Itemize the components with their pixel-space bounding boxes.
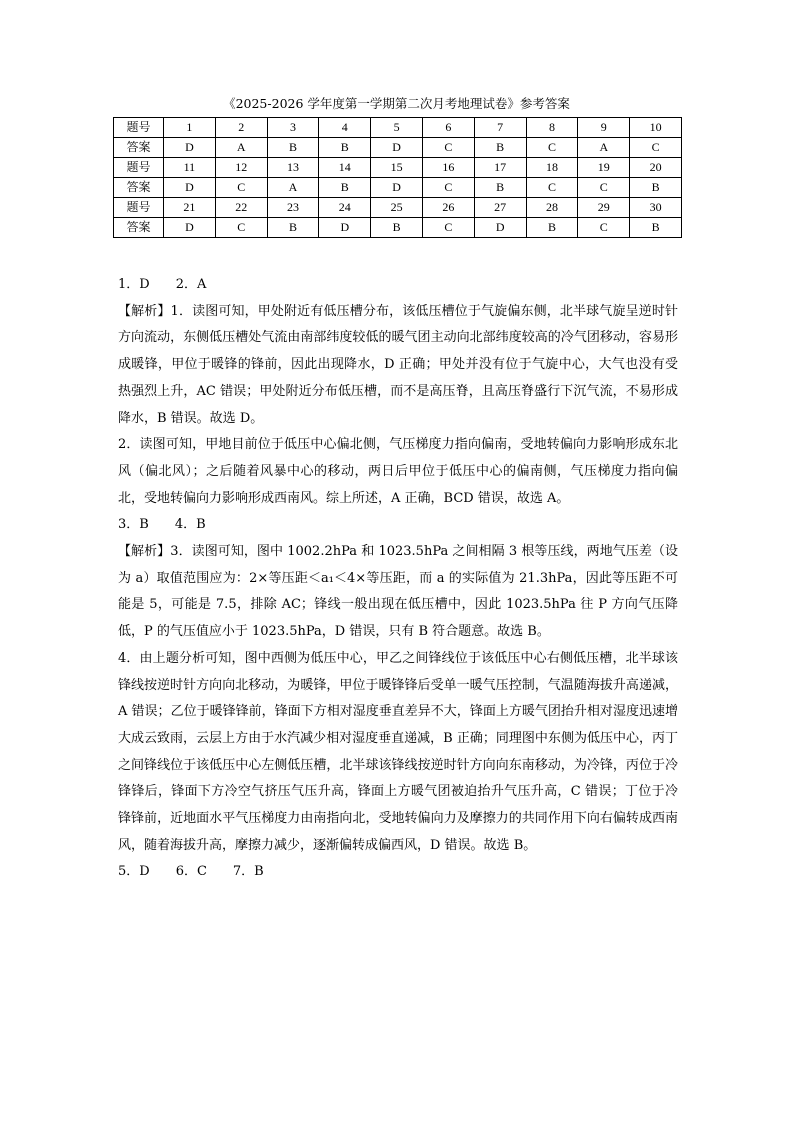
table-cell: B bbox=[630, 178, 682, 198]
table-cell: B bbox=[267, 138, 319, 158]
table-cell: 13 bbox=[267, 158, 319, 178]
row-label: 题号 bbox=[114, 158, 164, 178]
table-cell: D bbox=[474, 218, 526, 238]
table-cell: D bbox=[371, 138, 423, 158]
table-cell: 17 bbox=[474, 158, 526, 178]
answer-line-5-7: 5．D 6．C 7．B bbox=[118, 864, 264, 880]
explanation-q1: 【解析】1．读图可知，甲处附近有低压槽分布，该低压槽位于气旋偏东侧，北半球气旋呈逆时针方向流动，东侧低压槽处气流由南部纬度较低的暖气团主动向北部纬度较高的冷气团移动，容易形成暖锋，甲位于暖锋的锋前，因此出现降水，D 正确；甲处并没有位于气旋中心，大气也没有受热强烈上升，AC 错误；甲处附近分布低压槽，而不是高压脊，且高压脊盛行下沉气流，不易形成降水，B 错误。故选 D。 bbox=[118, 303, 678, 426]
table-cell: 18 bbox=[526, 158, 578, 178]
explanation-q4: 4．由上题分析可知，图中西侧为低压中心，甲乙之间锋线位于该低压中心右侧低压槽，北半球该锋线按逆时针方向向北移动，为暖锋，甲位于暖锋锋后受单一暖气压控制，气温随海拔升高递减，A 错误；乙位于暖锋锋前，锋面下方相对湿度垂直差异不大，锋面上方暖气团抬升相对湿度迅速增大成云致雨，云层上方由于水汽减少相对湿度垂直递减，B 正确；同理图中东侧为低压中心，丙丁之间锋线位于该低压中心左侧低压槽，北半球该锋线按逆时针方向向东南移动，为冷锋，丙位于冷锋锋后，锋面下方冷空气挤压气压升高，锋面上方暖气团被迫抬升气压升高，C 错误；丁位于冷锋锋前，近地面水平气压梯度力由南指向北，受地转偏向力及摩擦力的共同作用下向右偏转成西南风，随着海拔升高，摩擦力减少，逐渐偏转成偏西风，D 错误。故选 B。 bbox=[118, 650, 678, 853]
table-cell: B bbox=[630, 218, 682, 238]
table-cell: 1 bbox=[164, 118, 216, 138]
table-cell: B bbox=[267, 218, 319, 238]
table-cell: C bbox=[215, 178, 267, 198]
table-cell: 16 bbox=[422, 158, 474, 178]
table-cell: D bbox=[319, 218, 371, 238]
table-cell: B bbox=[319, 138, 371, 158]
table-cell: 19 bbox=[578, 158, 630, 178]
table-cell: 28 bbox=[526, 198, 578, 218]
table-cell: C bbox=[422, 138, 474, 158]
table-cell: C bbox=[578, 178, 630, 198]
table-cell: 15 bbox=[371, 158, 423, 178]
table-cell: 7 bbox=[474, 118, 526, 138]
table-cell: 6 bbox=[422, 118, 474, 138]
table-cell: 23 bbox=[267, 198, 319, 218]
table-cell: 14 bbox=[319, 158, 371, 178]
table-cell: 30 bbox=[630, 198, 682, 218]
table-cell: C bbox=[526, 178, 578, 198]
table-cell: 10 bbox=[630, 118, 682, 138]
table-cell: D bbox=[164, 178, 216, 198]
table-cell: A bbox=[578, 138, 630, 158]
table-cell: C bbox=[422, 178, 474, 198]
table-cell: C bbox=[630, 138, 682, 158]
table-cell: B bbox=[474, 178, 526, 198]
table-cell: B bbox=[319, 178, 371, 198]
table-cell: 20 bbox=[630, 158, 682, 178]
table-row bbox=[114, 158, 682, 178]
table-cell: 5 bbox=[371, 118, 423, 138]
answer-table bbox=[113, 117, 682, 238]
table-row bbox=[114, 138, 682, 158]
table-cell: B bbox=[371, 218, 423, 238]
row-label: 题号 bbox=[114, 118, 164, 138]
page-title: 《2025-2026 学年度第一学期第二次月考地理试卷》参考答案 bbox=[223, 96, 570, 111]
table-cell: 3 bbox=[267, 118, 319, 138]
table-cell: B bbox=[474, 138, 526, 158]
table-row bbox=[114, 198, 682, 218]
table-cell: D bbox=[371, 178, 423, 198]
table-cell: 9 bbox=[578, 118, 630, 138]
table-row bbox=[114, 118, 682, 138]
table-cell: 22 bbox=[215, 198, 267, 218]
table-cell: D bbox=[164, 218, 216, 238]
table-cell: 11 bbox=[164, 158, 216, 178]
table-row bbox=[114, 178, 682, 198]
table-cell: 29 bbox=[578, 198, 630, 218]
table-cell: 2 bbox=[215, 118, 267, 138]
table-cell: A bbox=[267, 178, 319, 198]
table-cell: 4 bbox=[319, 118, 371, 138]
table-cell: C bbox=[215, 218, 267, 238]
explanation-q3: 【解析】3．读图可知，图中 1002.2hPa 和 1023.5hPa 之间相隔 3 根等压线，两地气压差（设为 a）取值范围应为：2×等压距＜a₁＜4×等压距，而 a 的实际值为 21.3hPa，因此等压距不可能是 5，可能是 7.5，排除 AC；锋线一般出现在低压槽中，因此 1023.5hPa 往 P 方向气压降低，P 的气压值应小于 1023.5hPa，D 错误，只有 B 符合题意。故选 B。 bbox=[118, 544, 678, 640]
answer-line-1-2: 1．D 2．A bbox=[118, 277, 207, 292]
table-cell: 8 bbox=[526, 118, 578, 138]
table-cell: 26 bbox=[422, 198, 474, 218]
explanation-q2: 2．读图可知，甲地目前位于低压中心偏北侧，气压梯度力指向偏南，受地转偏向力影响形成东北风（偏北风）；之后随着风暴中心的移动，两日后甲位于低压中心的偏南侧，气压梯度力指向偏北，受地转偏向力影响形成西南风。综上所述，A 正确，BCD 错误，故选 A。 bbox=[118, 437, 678, 506]
table-cell: B bbox=[526, 218, 578, 238]
row-label: 答案 bbox=[114, 138, 164, 158]
table-cell: 21 bbox=[164, 198, 216, 218]
table-cell: 24 bbox=[319, 198, 371, 218]
explanation-body bbox=[118, 272, 678, 886]
table-cell: C bbox=[422, 218, 474, 238]
answer-line-3-4: 3．B 4．B bbox=[118, 517, 206, 533]
table-cell: D bbox=[164, 138, 216, 158]
row-label: 答案 bbox=[114, 218, 164, 238]
table-cell: 12 bbox=[215, 158, 267, 178]
row-label: 答案 bbox=[114, 178, 164, 198]
table-cell: 27 bbox=[474, 198, 526, 218]
table-cell: C bbox=[578, 218, 630, 238]
table-cell: A bbox=[215, 138, 267, 158]
row-label: 题号 bbox=[114, 198, 164, 218]
table-row bbox=[114, 218, 682, 238]
table-cell: C bbox=[526, 138, 578, 158]
table-cell: 25 bbox=[371, 198, 423, 218]
